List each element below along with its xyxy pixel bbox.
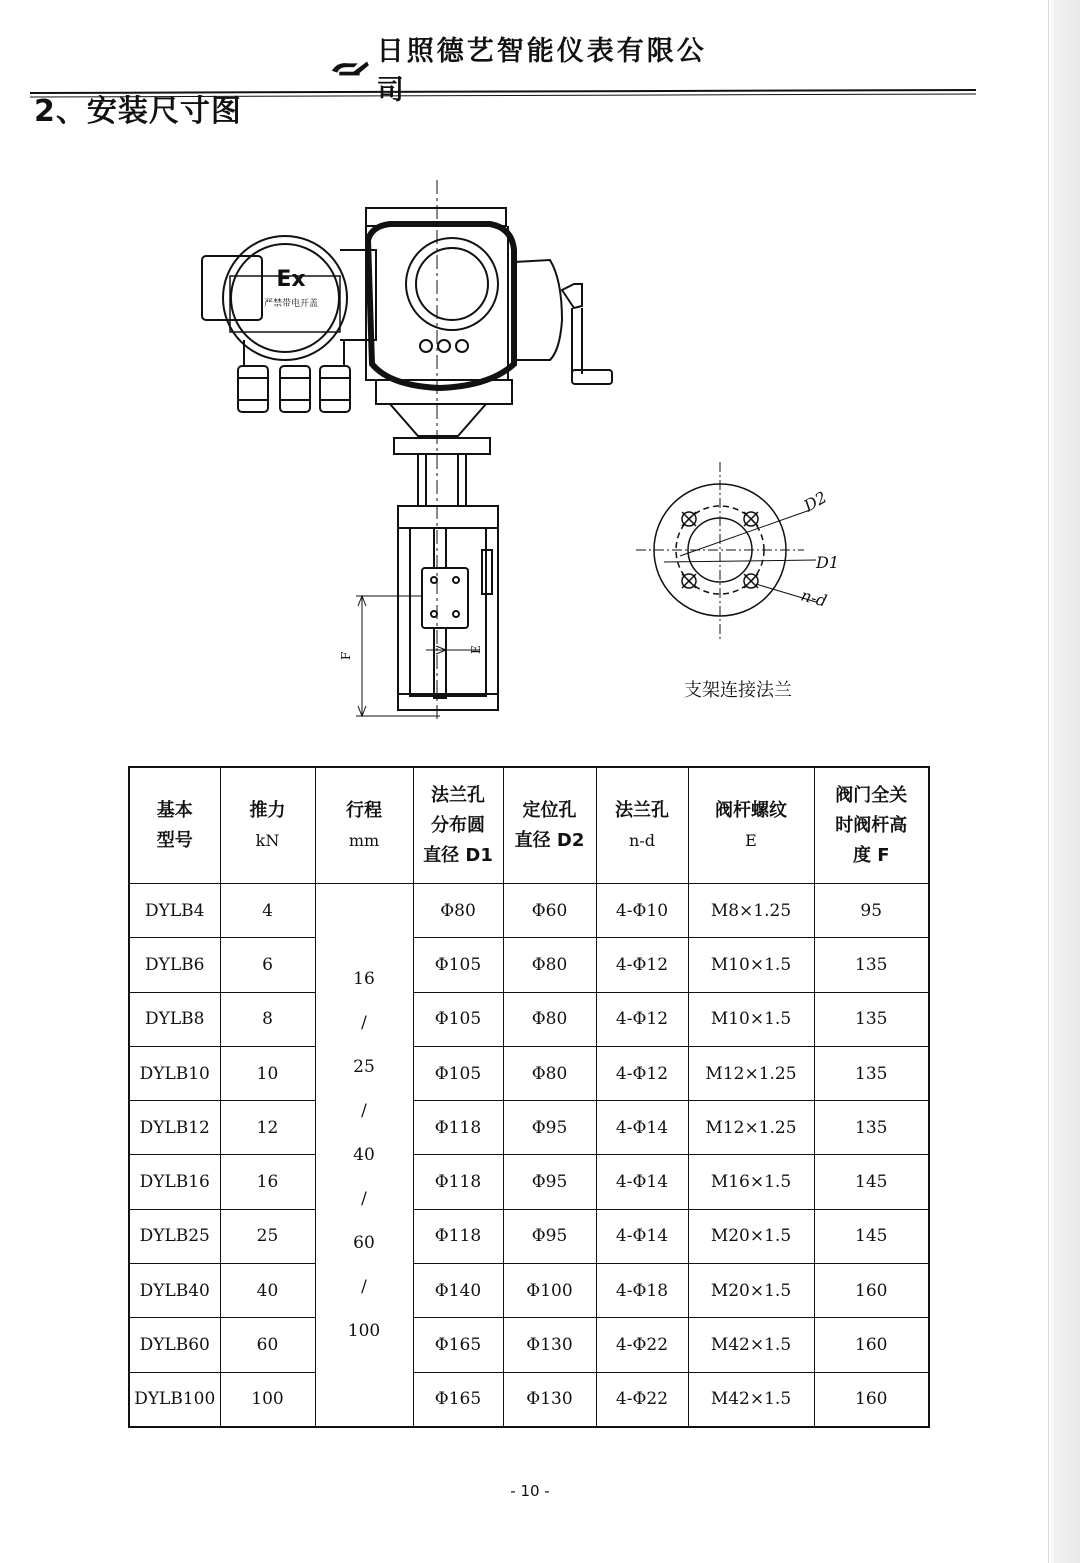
cell-d2: Φ95 bbox=[503, 1209, 596, 1263]
cell-model: DYLB4 bbox=[129, 884, 220, 938]
cell-thrust: 6 bbox=[220, 938, 315, 992]
stroke-value: 60 bbox=[353, 1232, 375, 1253]
cell-nd: 4-Φ14 bbox=[596, 1209, 688, 1263]
cell-e: M12×1.25 bbox=[688, 1101, 814, 1155]
column-header-line: 直径 D1 bbox=[423, 844, 493, 866]
stroke-value: 25 bbox=[353, 1056, 375, 1077]
cell-d2: Φ95 bbox=[503, 1101, 596, 1155]
cell-e: M10×1.5 bbox=[688, 938, 814, 992]
actuator-drawing bbox=[190, 180, 630, 720]
column-header-line: 法兰孔 bbox=[615, 799, 669, 821]
cell-e: M20×1.5 bbox=[688, 1264, 814, 1318]
cell-f: 160 bbox=[814, 1264, 929, 1318]
stroke-value: / bbox=[361, 1100, 367, 1121]
cell-model: DYLB16 bbox=[129, 1155, 220, 1209]
cell-d2: Φ100 bbox=[503, 1264, 596, 1318]
table-header-row bbox=[129, 767, 929, 884]
cell-thrust: 4 bbox=[220, 884, 315, 938]
warning-label: 严禁带电开盖 bbox=[263, 299, 319, 309]
cell-d2: Φ80 bbox=[503, 992, 596, 1046]
cell-d1: Φ118 bbox=[413, 1209, 503, 1263]
cell-f: 145 bbox=[814, 1209, 929, 1263]
column-header bbox=[814, 767, 929, 884]
table-row bbox=[129, 1372, 929, 1427]
column-header-line: 法兰孔 bbox=[431, 784, 485, 806]
page-edge-shadow bbox=[1048, 0, 1080, 1563]
cell-d2: Φ130 bbox=[503, 1372, 596, 1427]
cell-model: DYLB60 bbox=[129, 1318, 220, 1372]
cell-d2: Φ60 bbox=[503, 884, 596, 938]
cell-d2: Φ95 bbox=[503, 1155, 596, 1209]
cell-d1: Φ118 bbox=[413, 1155, 503, 1209]
column-header-line: E bbox=[745, 830, 757, 850]
table-row bbox=[129, 1046, 929, 1100]
table-row bbox=[129, 1318, 929, 1372]
stroke-value: 100 bbox=[347, 1320, 381, 1341]
cell-nd: 4-Φ14 bbox=[596, 1101, 688, 1155]
page-number: - 10 - bbox=[510, 1482, 550, 1500]
column-header bbox=[315, 767, 413, 884]
table-row bbox=[129, 884, 929, 938]
cell-model: DYLB25 bbox=[129, 1209, 220, 1263]
cell-d1: Φ105 bbox=[413, 1046, 503, 1100]
cell-d1: Φ80 bbox=[413, 884, 503, 938]
cell-thrust: 16 bbox=[220, 1155, 315, 1209]
cell-d2: Φ80 bbox=[503, 1046, 596, 1100]
table-row bbox=[129, 992, 929, 1046]
column-header-line: 阀门全关 bbox=[835, 784, 908, 806]
dimension-f-label: F bbox=[339, 651, 353, 660]
section-title: 2、安装尺寸图 bbox=[34, 94, 242, 129]
column-header-line: 直径 D2 bbox=[514, 829, 585, 851]
cell-nd: 4-Φ10 bbox=[596, 884, 688, 938]
stroke-value: / bbox=[361, 1188, 367, 1209]
cell-nd: 4-Φ22 bbox=[596, 1318, 688, 1372]
cell-nd: 4-Φ12 bbox=[596, 938, 688, 992]
cell-f: 160 bbox=[814, 1318, 929, 1372]
company-name: 日照德艺智能仪表有限公司 bbox=[376, 36, 707, 106]
column-header-line: 定位孔 bbox=[522, 799, 577, 821]
cell-thrust: 10 bbox=[220, 1046, 315, 1100]
cell-stroke bbox=[315, 884, 413, 1427]
cell-nd: 4-Φ12 bbox=[596, 992, 688, 1046]
cell-model: DYLB100 bbox=[129, 1372, 220, 1427]
cell-d1: Φ105 bbox=[413, 938, 503, 992]
cell-model: DYLB12 bbox=[129, 1101, 220, 1155]
column-header bbox=[503, 767, 596, 884]
flange-caption: 支架连接法兰 bbox=[684, 680, 792, 701]
column-header bbox=[129, 767, 220, 884]
cell-d1: Φ105 bbox=[413, 992, 503, 1046]
cell-f: 135 bbox=[814, 992, 929, 1046]
stroke-value: / bbox=[361, 1276, 367, 1297]
cell-thrust: 12 bbox=[220, 1101, 315, 1155]
table-row bbox=[129, 1264, 929, 1318]
cell-thrust: 40 bbox=[220, 1264, 315, 1318]
column-header bbox=[688, 767, 814, 884]
cell-nd: 4-Φ14 bbox=[596, 1155, 688, 1209]
cell-nd: 4-Φ22 bbox=[596, 1372, 688, 1427]
cell-d1: Φ118 bbox=[413, 1101, 503, 1155]
cell-f: 145 bbox=[814, 1155, 929, 1209]
spec-table bbox=[128, 766, 930, 1428]
column-header-line: 度 F bbox=[852, 844, 890, 866]
stroke-value: / bbox=[361, 1012, 367, 1033]
cell-d1: Φ140 bbox=[413, 1264, 503, 1318]
table-row bbox=[129, 938, 929, 992]
stroke-value: 40 bbox=[353, 1144, 375, 1165]
column-header-line: 推力 bbox=[249, 799, 286, 821]
cell-e: M42×1.5 bbox=[688, 1372, 814, 1427]
cell-model: DYLB10 bbox=[129, 1046, 220, 1100]
column-header-line: 型号 bbox=[156, 829, 193, 851]
cell-thrust: 60 bbox=[220, 1318, 315, 1372]
column-header-line: kN bbox=[255, 830, 280, 850]
column-header-line: mm bbox=[348, 830, 380, 850]
flange-label-nd: n-d bbox=[798, 585, 829, 611]
stroke-value: 16 bbox=[353, 968, 375, 989]
cell-d1: Φ165 bbox=[413, 1372, 503, 1427]
cell-d2: Φ80 bbox=[503, 938, 596, 992]
flange-label-d2: D2 bbox=[800, 487, 830, 516]
cell-model: DYLB6 bbox=[129, 938, 220, 992]
ex-mark: Ex bbox=[276, 267, 306, 292]
table-row bbox=[129, 1101, 929, 1155]
cell-e: M16×1.5 bbox=[688, 1155, 814, 1209]
column-header-line: 阀杆螺纹 bbox=[715, 799, 787, 821]
column-header-line: n-d bbox=[629, 830, 655, 850]
cell-e: M20×1.5 bbox=[688, 1209, 814, 1263]
cell-f: 135 bbox=[814, 1101, 929, 1155]
flange-diagram bbox=[620, 450, 850, 650]
column-header bbox=[596, 767, 688, 884]
cell-f: 95 bbox=[814, 884, 929, 938]
cell-d2: Φ130 bbox=[503, 1318, 596, 1372]
table-row bbox=[129, 1155, 929, 1209]
table-row bbox=[129, 1209, 929, 1263]
cell-thrust: 100 bbox=[220, 1372, 315, 1427]
cell-e: M12×1.25 bbox=[688, 1046, 814, 1100]
cell-model: DYLB8 bbox=[129, 992, 220, 1046]
cell-f: 135 bbox=[814, 938, 929, 992]
cell-e: M8×1.25 bbox=[688, 884, 814, 938]
cell-model: DYLB40 bbox=[129, 1264, 220, 1318]
column-header-line: 分布圆 bbox=[431, 814, 485, 836]
cell-d1: Φ165 bbox=[413, 1318, 503, 1372]
cell-f: 135 bbox=[814, 1046, 929, 1100]
flange-label-d1: D1 bbox=[816, 553, 840, 572]
cell-nd: 4-Φ12 bbox=[596, 1046, 688, 1100]
cell-thrust: 25 bbox=[220, 1209, 315, 1263]
cell-thrust: 8 bbox=[220, 992, 315, 1046]
column-header-line: 时阀杆高 bbox=[835, 814, 908, 836]
column-header-line: 基本 bbox=[156, 799, 193, 821]
column-header bbox=[413, 767, 503, 884]
cell-f: 160 bbox=[814, 1372, 929, 1427]
dimension-e-label: E bbox=[469, 645, 483, 654]
cell-nd: 4-Φ18 bbox=[596, 1264, 688, 1318]
company-logo-icon bbox=[330, 57, 371, 79]
column-header-line: 行程 bbox=[346, 799, 382, 821]
page-header bbox=[330, 36, 710, 106]
cell-e: M42×1.5 bbox=[688, 1318, 814, 1372]
cell-e: M10×1.5 bbox=[688, 992, 814, 1046]
column-header bbox=[220, 767, 315, 884]
